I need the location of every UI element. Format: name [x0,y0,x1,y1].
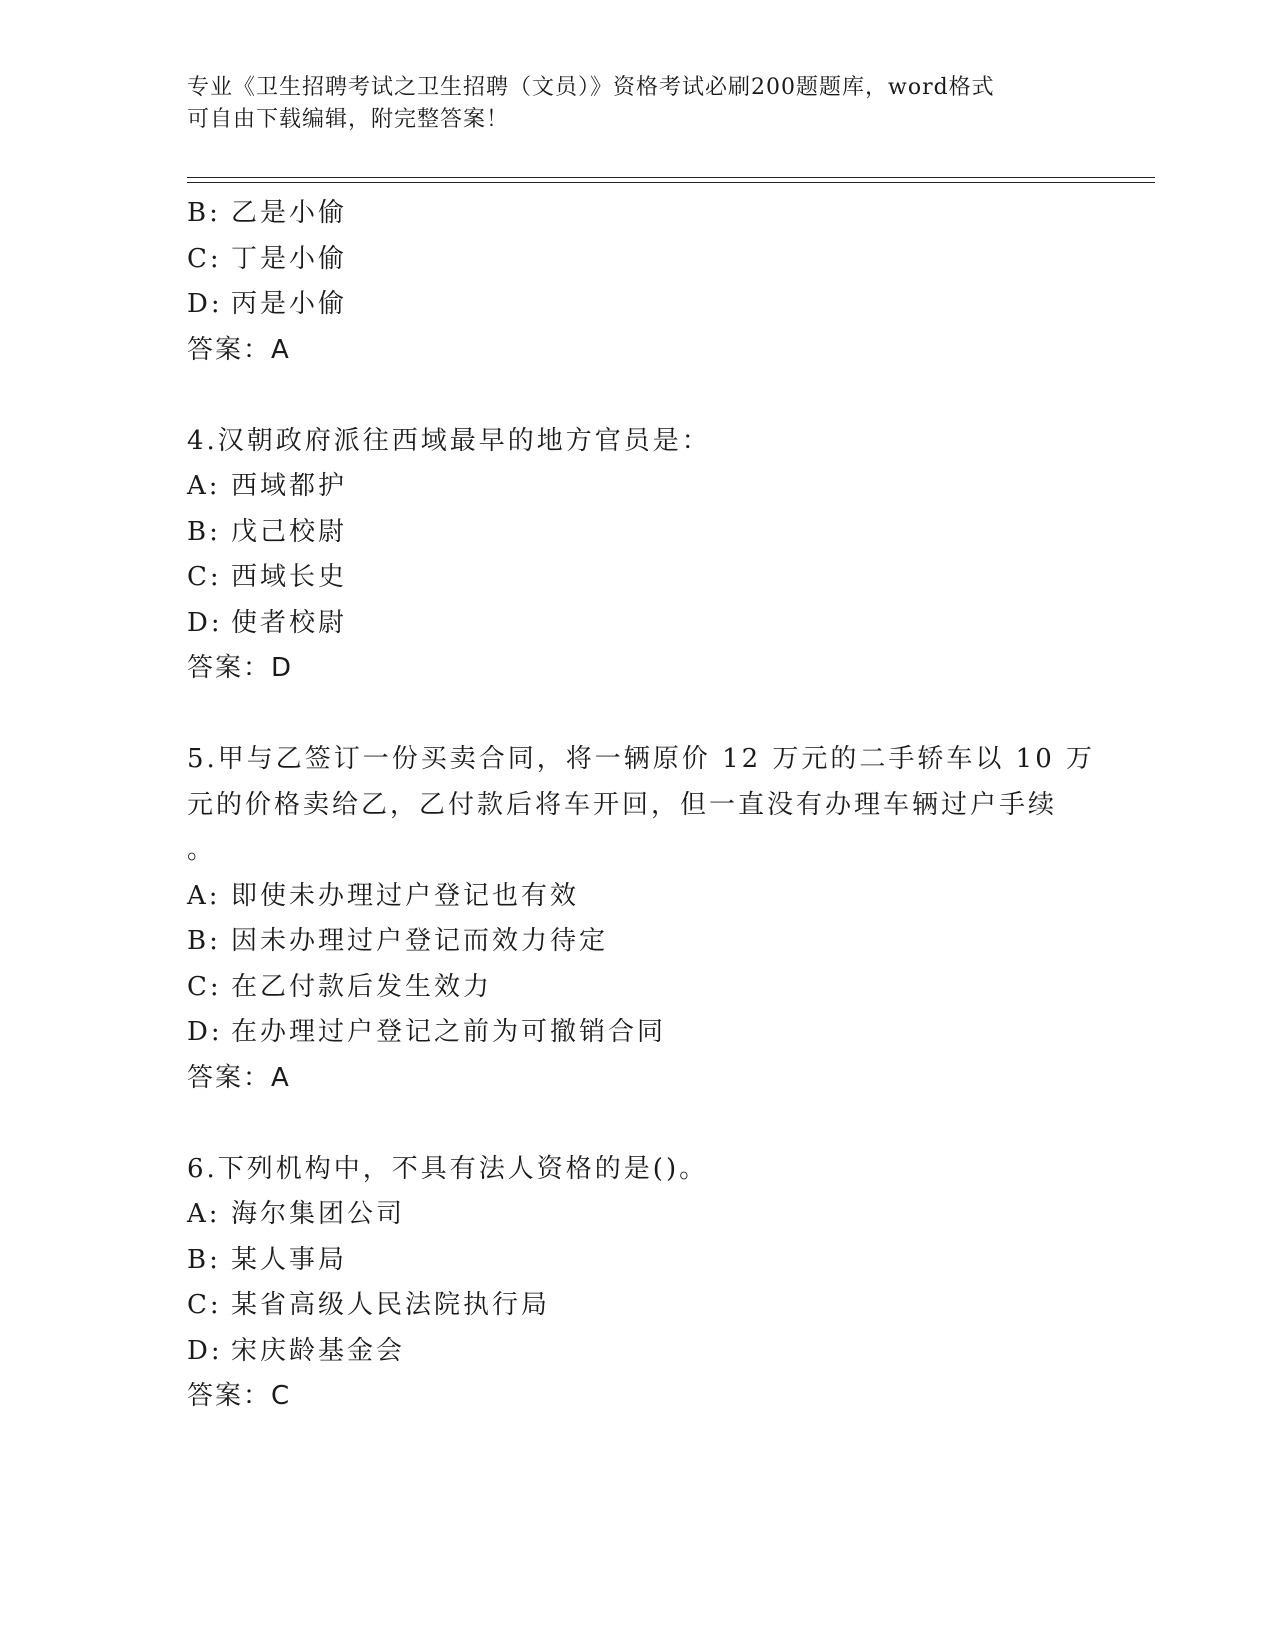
option-text: 丙是小偷 [231,289,348,319]
option-row [187,464,1067,510]
header-rule-top [187,177,1155,178]
question-stem-line-2: 元的价格卖给乙，乙付款后将车开回，但一直没有办理车辆过户手续 [187,789,1058,820]
option-row [187,237,1067,283]
option-key: A: [187,471,221,501]
document-header [187,72,1067,136]
option-row [187,874,1067,920]
option-row [187,1329,1067,1375]
option-key: B: [187,1244,221,1275]
spacer [187,1101,1067,1147]
option-row [187,555,1067,601]
option-row [187,601,1067,647]
option-row [187,1192,1067,1238]
option-row [187,965,1067,1011]
option-text: 在乙付款后发生效力 [231,971,493,1002]
option-key: C: [187,243,222,274]
option-text: 宋庆龄基金会 [231,1335,406,1366]
header-line-2: 可自由下载编辑，附完整答案！ [187,107,510,132]
option-key: B: [187,198,221,228]
option-key: D: [187,1017,223,1047]
option-text: 丁是小偷 [231,243,348,274]
option-key: A: [187,1199,221,1229]
option-text: 乙是小偷 [231,198,348,228]
option-row [187,1010,1067,1056]
question-stem-line-1: 5.甲与乙签订一份买卖合同，将一辆原价 12 万元的二手轿车以 10 万 [187,744,1096,774]
option-text: 西域都护 [231,471,348,501]
option-text: 因未办理过户登记而效力待定 [231,926,609,956]
spacer [187,692,1067,738]
option-key: D: [187,1335,223,1366]
header-rule-bottom [187,182,1155,183]
option-key: D: [187,289,223,319]
answer-line: 答案：D [187,653,294,683]
answer-line: 答案：A [187,334,291,365]
option-text: 即使未办理过户登记也有效 [231,880,580,911]
option-key: A: [187,880,221,911]
answer-line: 答案：A [187,1062,291,1093]
option-row [187,1283,1067,1329]
option-key: B: [187,516,221,547]
spacer [187,373,1067,419]
option-key: B: [187,926,221,956]
question-stem: 6.下列机构中，不具有法人资格的是()。 [187,1153,709,1184]
header-line-1: 专业《卫生招聘考试之卫生招聘（文员）》资格考试必刷200题题库，word格式 [187,75,995,100]
option-text: 西域长史 [231,562,348,592]
option-row [187,510,1067,556]
option-text: 戊己校尉 [231,516,348,547]
option-text: 某省高级人民法院执行局 [231,1290,551,1320]
question-content [187,191,1096,1420]
option-row [187,191,1067,237]
option-key: D: [187,607,223,638]
option-row [187,919,1067,965]
question-stem-line-3: 。 [187,835,217,865]
option-text: 某人事局 [231,1244,348,1275]
option-text: 使者校尉 [231,607,348,638]
option-row [187,1238,1067,1284]
option-key: C: [187,562,222,592]
question-stem: 4.汉朝政府派往西域最早的地方官员是： [187,425,711,456]
option-row [187,282,1067,328]
option-text: 在办理过户登记之前为可撤销合同 [231,1017,667,1047]
option-key: C: [187,1290,222,1320]
option-key: C: [187,971,222,1002]
option-text: 海尔集团公司 [231,1199,406,1229]
answer-line: 答案：C [187,1381,292,1411]
